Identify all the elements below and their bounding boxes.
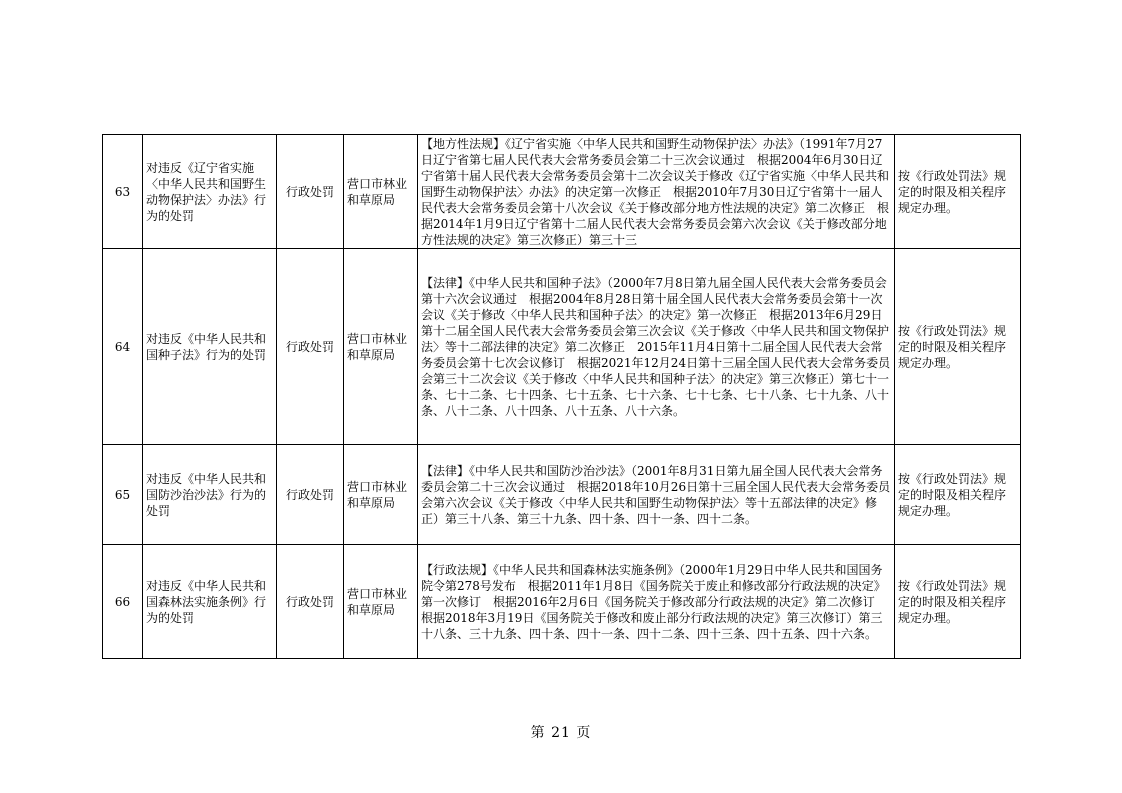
power-type: 行政处罚 bbox=[277, 445, 344, 545]
row-number: 63 bbox=[103, 135, 143, 249]
matter-name: 对违反《辽宁省实施〈中华人民共和国野生动物保护法〉办法》行为的处罚 bbox=[143, 135, 277, 249]
page-number: 第 21 页 bbox=[530, 725, 592, 741]
enforcing-agency: 营口市林业和草原局 bbox=[344, 445, 418, 545]
procedure-note: 按《行政处罚法》规定的时限及相关程序规定办理。 bbox=[895, 545, 1021, 659]
power-list-table bbox=[102, 134, 1021, 659]
row-number: 66 bbox=[103, 545, 143, 659]
row-number: 65 bbox=[103, 445, 143, 545]
table-row bbox=[103, 545, 1021, 659]
procedure-note: 按《行政处罚法》规定的时限及相关程序规定办理。 bbox=[895, 445, 1021, 545]
enforcing-agency: 营口市林业和草原局 bbox=[344, 135, 418, 249]
procedure-note: 按《行政处罚法》规定的时限及相关程序规定办理。 bbox=[895, 135, 1021, 249]
procedure-note: 按《行政处罚法》规定的时限及相关程序规定办理。 bbox=[895, 249, 1021, 445]
matter-name: 对违反《中华人民共和国防沙治沙法》行为的处罚 bbox=[143, 445, 277, 545]
row-number: 64 bbox=[103, 249, 143, 445]
legal-basis: 【地方性法规】《辽宁省实施〈中华人民共和国野生动物保护法〉办法》（1991年7月27日辽宁省第七届人民代表大会常务委员会第二十三次会议通过 根据2004年6月30日辽宁省第十届人民代表大会常务委员会第十二次会议关于修改《辽宁省实施〈中华人民共和国野生动物保护法〉办法》的决定第一次修正 根据2010年7月30日辽宁省第十一届人民代表大会常务委员会第十八次会议《关于修改部分地方性法规的决定》第二次修正 根据2014年1月9日辽宁省第十二届人民代表大会常务委员会第六次会议《关于修改部分地方性法规的决定》第三次修正）第三十三 bbox=[418, 135, 895, 249]
enforcing-agency: 营口市林业和草原局 bbox=[344, 545, 418, 659]
legal-basis: 【行政法规】《中华人民共和国森林法实施条例》（2000年1月29日中华人民共和国国务院令第278号发布 根据2011年1月8日《国务院关于废止和修改部分行政法规的决定》第一次修订 根据2016年2月6日《国务院关于修改部分行政法规的决定》第二次修订 根据2018年3月19日《国务院关于修改和废止部分行政法规的决定》第三次修订）第三十八条、三十九条、四十条、四十一条、四十二条、四十三条、四十五条、四十六条。 bbox=[418, 545, 895, 659]
matter-name: 对违反《中华人民共和国种子法》行为的处罚 bbox=[143, 249, 277, 445]
matter-name: 对违反《中华人民共和国森林法实施条例》行为的处罚 bbox=[143, 545, 277, 659]
table-row bbox=[103, 249, 1021, 445]
power-type: 行政处罚 bbox=[277, 249, 344, 445]
table-row bbox=[103, 445, 1021, 545]
enforcing-agency: 营口市林业和草原局 bbox=[344, 249, 418, 445]
table-row bbox=[103, 135, 1021, 249]
power-type: 行政处罚 bbox=[277, 135, 344, 249]
legal-basis: 【法律】《中华人民共和国种子法》（2000年7月8日第九届全国人民代表大会常务委员会第十六次会议通过 根据2004年8月28日第十届全国人民代表大会常务委员会第十一次会议《关于修改〈中华人民共和国种子法〉的决定》第一次修正 根据2013年6月29日第十二届全国人民代表大会常务委员会第三次会议《关于修改〈中华人民共和国文物保护法〉等十二部法律的决定》第二次修正 2015年11月4日第十二届全国人民代表大会常务委员会第十七次会议修订 根据2021年12月24日第十三届全国人民代表大会常务委员会第三十二次会议《关于修改〈中华人民共和国种子法〉的决定》第三次修正）第七十一条、七十二条、七十四条、七十五条、七十六条、七十七条、七十八条、七十九条、八十条、八十二条、八十四条、八十五条、八十六条。 bbox=[418, 249, 895, 445]
power-type: 行政处罚 bbox=[277, 545, 344, 659]
legal-basis: 【法律】《中华人民共和国防沙治沙法》（2001年8月31日第九届全国人民代表大会常务委员会第二十三次会议通过 根据2018年10月26日第十三届全国人民代表大会常务委员会第六次会议《关于修改〈中华人民共和国野生动物保护法〉等十五部法律的决定》修正）第三十八条、第三十九条、四十条、四十一条、四十二条。 bbox=[418, 445, 895, 545]
